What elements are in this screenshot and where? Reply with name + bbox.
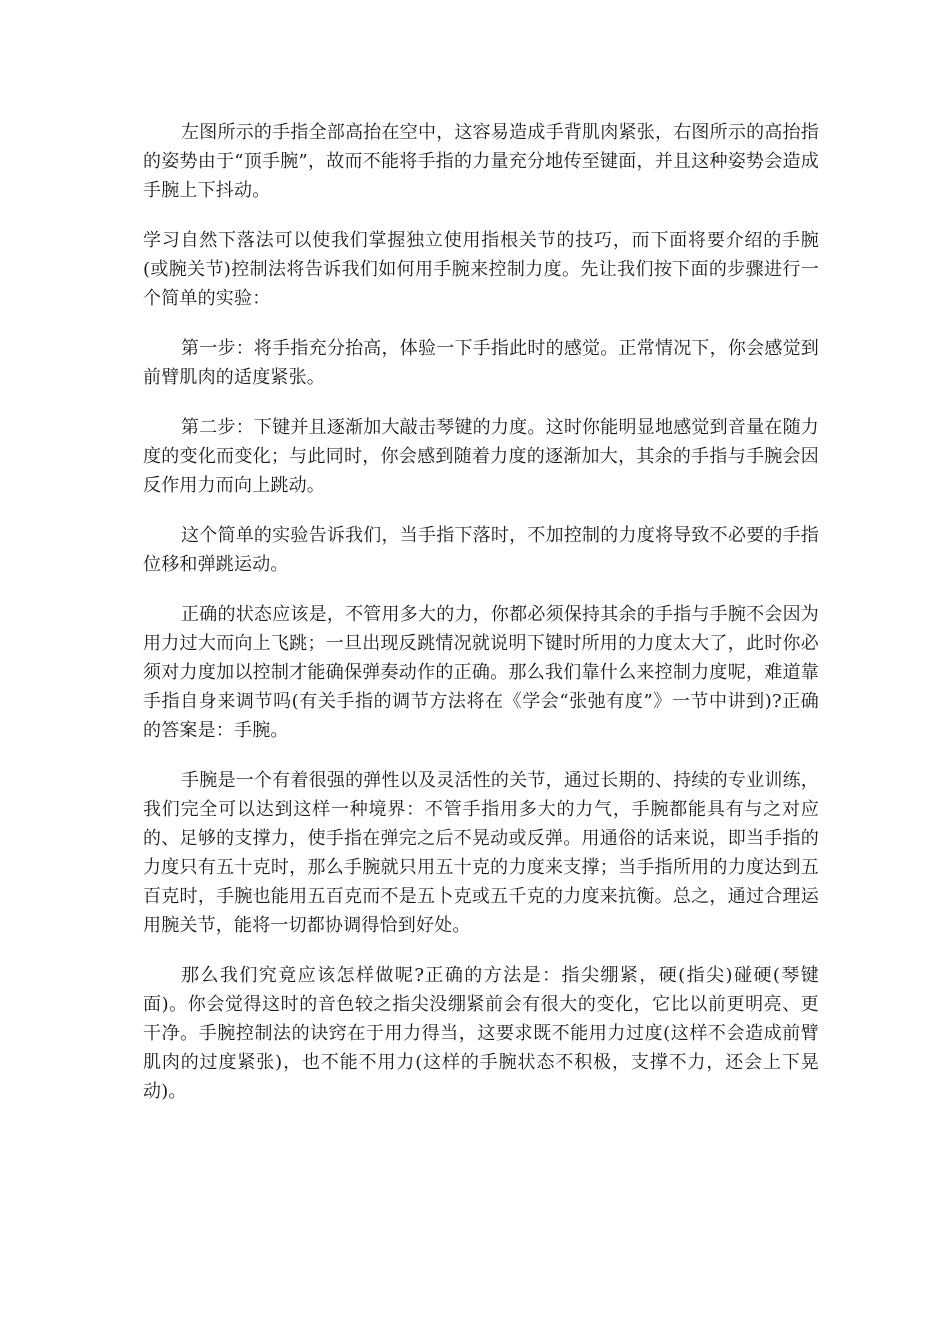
paragraph-2: 学习自然下落法可以使我们掌握独立使用指根关节的技巧，而下面将要介绍的手腕(或腕关节)控制法将告诉我们如何用手腕来控制力度。先让我们按下面的步骤进行一个简单的实验： [143,230,819,309]
paragraph-8: 那么我们究竟应该怎样做呢?正确的方法是：指尖绷紧，硬(指尖)碰硬(琴键面)。你会觉得这时的音色较之指尖没绷紧前会有很大的变化，它比以前更明亮、更干净。手腕控制法的诀窍在于用力得当，这要求既不能用力过度(这样不会造成前臂肌肉的过度紧张)，也不能不用力(这样的手腕状态不积极，支撑不力，还会上下晃动)。 [143,965,819,1102]
paragraph-1: 左图所示的手指全部高抬在空中，这容易造成手背肌肉紧张，右图所示的高抬指的姿势由于“顶手腕”，故而不能将手指的力量充分地传至键面，并且这种姿势会造成手腕上下抖动。 [143,122,819,201]
paragraph-6: 正确的状态应该是，不管用多大的力，你都必须保持其余的手指与手腕不会因为用力过大而向上飞跳；一旦出现反跳情况就说明下键时所用的力度太大了，此时你必须对力度加以控制才能确保弹奏动作的正确。那么我们靠什么来控制力度呢，难道靠手指自身来调节吗(有关手指的调节方法将在《学会“张弛有度”》一节中讲到)?正确的答案是：手腕。 [143,604,819,741]
paragraph-7: 手腕是一个有着很强的弹性以及灵活性的关节，通过长期的、持续的专业训练，我们完全可以达到这样一种境界：不管手指用多大的力气，手腕都能具有与之对应的、足够的支撑力，使手指在弹完之后不晃动或反弹。用通俗的话来说，即当手指的力度只有五十克时，那么手腕就只用五十克的力度来支撑；当手指所用的力度达到五百克时，手腕也能用五百克而不是五卜克或五千克的力度来抗衡。总之，通过合理运用腕关节，能将一切都协调得恰到好处。 [143,770,819,936]
paragraph-5: 这个简单的实验告诉我们，当手指下落时，不加控制的力度将导致不必要的手指位移和弹跳运动。 [143,525,819,575]
paragraph-3: 第一步：将手指充分抬高，体验一下手指此时的感觉。正常情况下，你会感觉到前臂肌肉的适度紧张。 [143,338,819,388]
paragraph-4: 第二步：下键并且逐渐加大敲击琴键的力度。这时你能明显地感觉到音量在随力度的变化而变化；与此同时，你会感到随着力度的逐渐加大，其余的手指与手腕会因反作用力而向上跳动。 [143,417,819,496]
document-body [143,118,819,1127]
